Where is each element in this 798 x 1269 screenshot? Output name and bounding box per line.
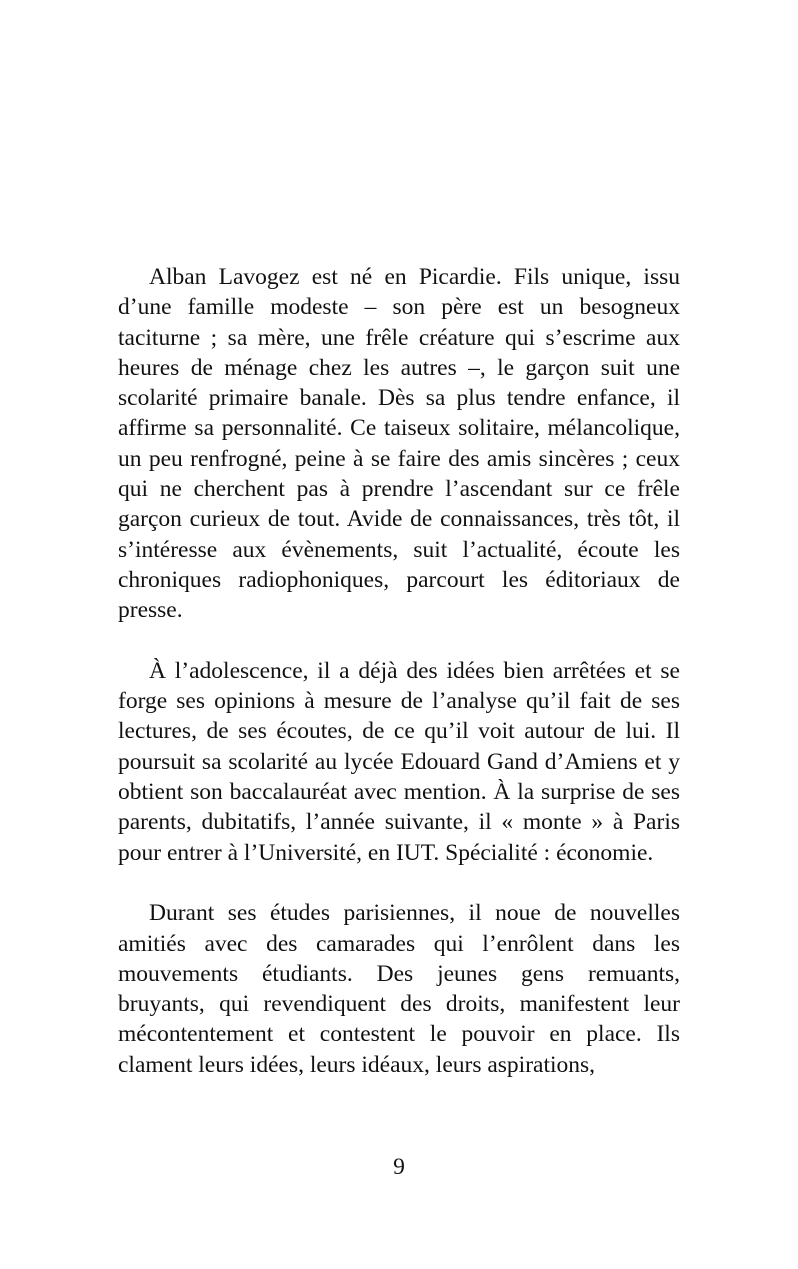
body-text [118, 262, 680, 1080]
page-number: 9 [393, 1154, 405, 1180]
paragraph-3: Durant ses études parisiennes, il noue de nouvelles amitiés avec des camarades qui l’enrôlent dans les mouvements étudiants. Des jeunes gens remuants, bruyants, qui revendiquent des droits, manifestent leur mécontentement et contestent le pouvoir en place. Ils clament leurs idées, leurs idéaux, leurs aspirations, [118, 900, 680, 1078]
paragraph-1: Alban Lavogez est né en Picardie. Fils unique, issu d’une famille modeste – son père est un besogneux taciturne ; sa mère, une frêle créature qui s’escrime aux heures de ménage chez les autres –, le garçon suit une scolarité primaire banale. Dès sa plus tendre enfance, il affirme sa personnalité. Ce taiseux solitaire, mélancolique, un peu renfrogné, peine à se faire des amis sincères ; ceux qui ne cherchent pas à prendre l’ascendant sur ce frêle garçon curieux de tout. Avide de connaissances, très tôt, il s’intéresse aux évènements, suit l’actualité, écoute les chroniques radiophoniques, parcourt les éditoriaux de presse. [118, 264, 680, 624]
paragraph-2: À l’adolescence, il a déjà des idées bien arrêtées et se forge ses opinions à mesure de l’analyse qu’il fait de ses lectures, de ses écoutes, de ce qu’il voit autour de lui. Il poursuit sa scolarité au lycée Edouard Gand d’Amiens et y obtient son baccalauréat avec mention. À la surprise de ses parents, dubitatifs, l’année suivante, il « monte » à Paris pour entrer à l’Université, en IUT. Spécialité : économie. [118, 657, 680, 866]
